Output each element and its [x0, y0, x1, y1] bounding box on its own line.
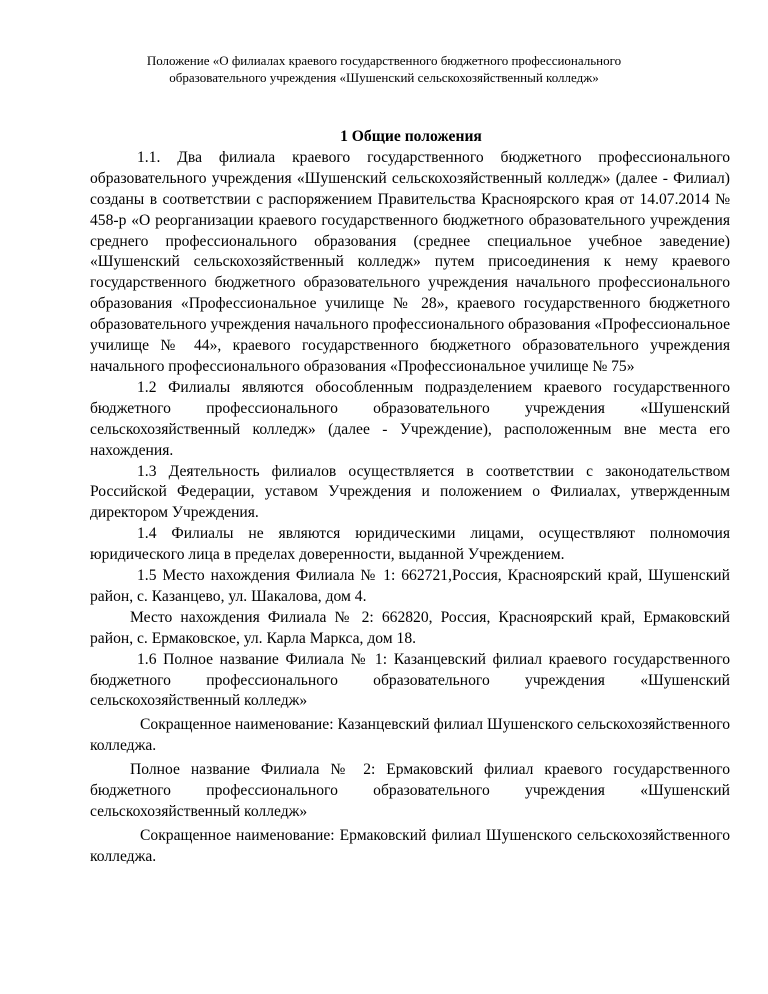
paragraph-1-1: 1.1. Два филиала краевого государственного бюджетного профессионального образовательного учреждения «Шушенский сельскохозяйственный колледж» (далее - Филиал) созданы в соответствии с распоряжением Правительства Красноярского края от 14.07.2014 № 458-р «О реорганизации краевого государственного бюджетного образовательного учреждения среднего профессионального образования (среднее специальное учебное заведение) «Шушенский сельскохозяйственный колледж» путем присоединения к нему краевого государственного бюджетного образовательного учреждения начального профессионального образования «Профессиональное училище № 28», краевого государственного бюджетного образовательного учреждения начального профессионального образования «Профессиональное училище № 44», краевого государственного бюджетного образовательного учреждения начального профессионального образования «Профессиональное училище № 75» [90, 148, 730, 375]
paragraph-1-5: 1.5 Место нахождения Филиала № 1: 662721,Россия, Красноярский край, Шушенский район, с. Казанцево, ул. Шакалова, дом 4. [90, 567, 730, 605]
paragraph-1-2: 1.2 Филиалы являются обособленным подразделением краевого государственного бюджетного профессионального образовательного учреждения «Шушенский сельскохозяйственный колледж» (далее - Учреждение), расположенным вне места его нахождения. [90, 378, 730, 459]
paragraph-1-6: 1.6 Полное название Филиала № 1: Казанцевский филиал краевого государственного бюджетного профессионального образовательного учреждения «Шушенский сельскохозяйственный колледж» [90, 650, 730, 710]
paragraph-branch-2-full-name: Полное название Филиала № 2: Ермаковский филиал краевого государственного бюджетного профессионального образовательного учреждения «Шушенский сельскохозяйственный колледж» [90, 761, 730, 820]
paragraph-1-4: 1.4 Филиалы не являются юридическими лицами, осуществляют полномочия юридического лица в пределах доверенности, выданной Учреждением. [90, 525, 730, 564]
paragraph-1-3: 1.3 Деятельность филиалов осуществляется в соответствии с законодательством Российской Федерации, уставом Учреждения и положением о Филиалах, утвержденным директором Учреждения. [90, 462, 730, 522]
document-header [60, 52, 708, 86]
paragraph-branch-2-location: Место нахождения Филиала № 2: 662820, Россия, Красноярский край, Ермаковский район, с. Ермаковское, ул. Карла Маркса, дом 18. [90, 608, 730, 647]
paragraph-branch-2-short-name: Сокращенное наименование: Ермаковский филиал Шушенского сельскохозяйственного колледжа. [90, 826, 730, 865]
paragraph-branch-1-short-name: Сокращенное наименование: Казанцевский филиал Шушенского сельскохозяйственного колледжа. [90, 716, 730, 755]
header-line-1: Положение «О филиалах краевого государственного бюджетного профессионального [146, 53, 622, 68]
document-body [90, 127, 730, 868]
section-title: 1 Общие положения [340, 128, 482, 145]
header-line-2: образовательного учреждения «Шушенский сельскохозяйственный колледж» [169, 70, 599, 85]
